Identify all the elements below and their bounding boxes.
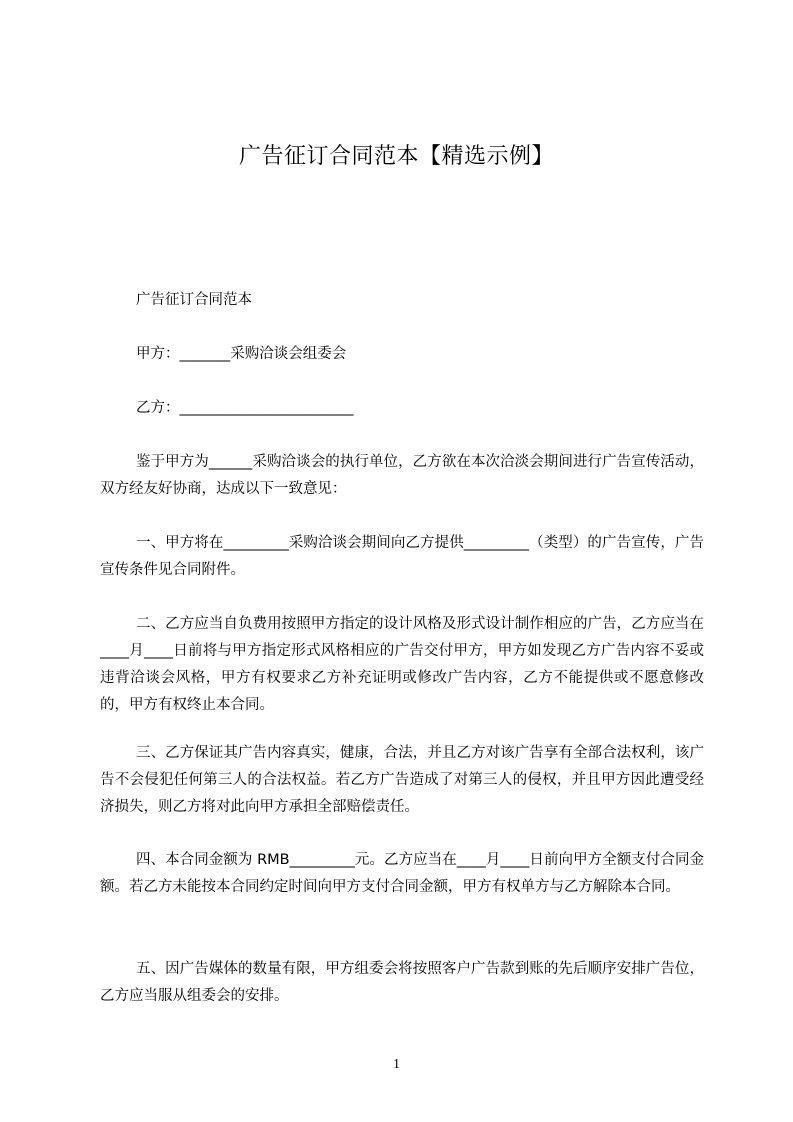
paragraph-clause-1: 一、甲方将在_________采购洽谈会期间向乙方提供_________（类型）的广告宣传，广告宣传条件见合同附件。 [100,535,704,578]
paragraph-clause-4: 四、本合同金额为 RMB_________元。乙方应当在____月____日前向甲方全额支付合同金额。若乙方未能按本合同约定时间向甲方支付合同金额，甲方有权单方与乙方解除本合同。 [100,852,704,895]
paragraph-preamble: 鉴于甲方为______采购洽谈会的执行单位，乙方欲在本次洽淡会期间进行广告宣传活动，双方经友好协商，达成以下一致意见： [100,454,704,497]
document-title: 广告征订合同范本【精选示例】 [238,144,554,169]
paragraph-party-b: 乙方：________________________ [136,400,354,416]
paragraph-clause-3: 三、乙方保证其广告内容真实，健康，合法，并且乙方对该广告享有全部合法权利，该广告不会侵犯任何第三人的合法权益。若乙方广告造成了对第三人的侵权，并且甲方因此遭受经济损失，则乙方将对此向甲方承担全部赔偿责任。 [100,745,704,815]
paragraph-clause-5: 五、因广告媒体的数量有限，甲方组委会将按照客户广告款到账的先后顺序安排广告位，乙方应当服从组委会的安排。 [100,961,704,1004]
paragraph-clause-2: 二、乙方应当自负费用按照甲方指定的设计风格及形式设计制作相应的广告，乙方应当在____月____日前将与甲方指定形式风格相应的广告交付甲方，甲方如发现乙方广告内容不妥或违背洽谈会风格，甲方有权要求乙方补充证明或修改广告内容，乙方不能提供或不愿意修改的，甲方有权终止本合同。 [100,616,704,713]
paragraph-party-a: 甲方：_______采购洽谈会组委会 [136,346,347,362]
page-number: 1 [393,1057,400,1072]
paragraph-heading: 广告征订合同范本 [136,292,252,308]
